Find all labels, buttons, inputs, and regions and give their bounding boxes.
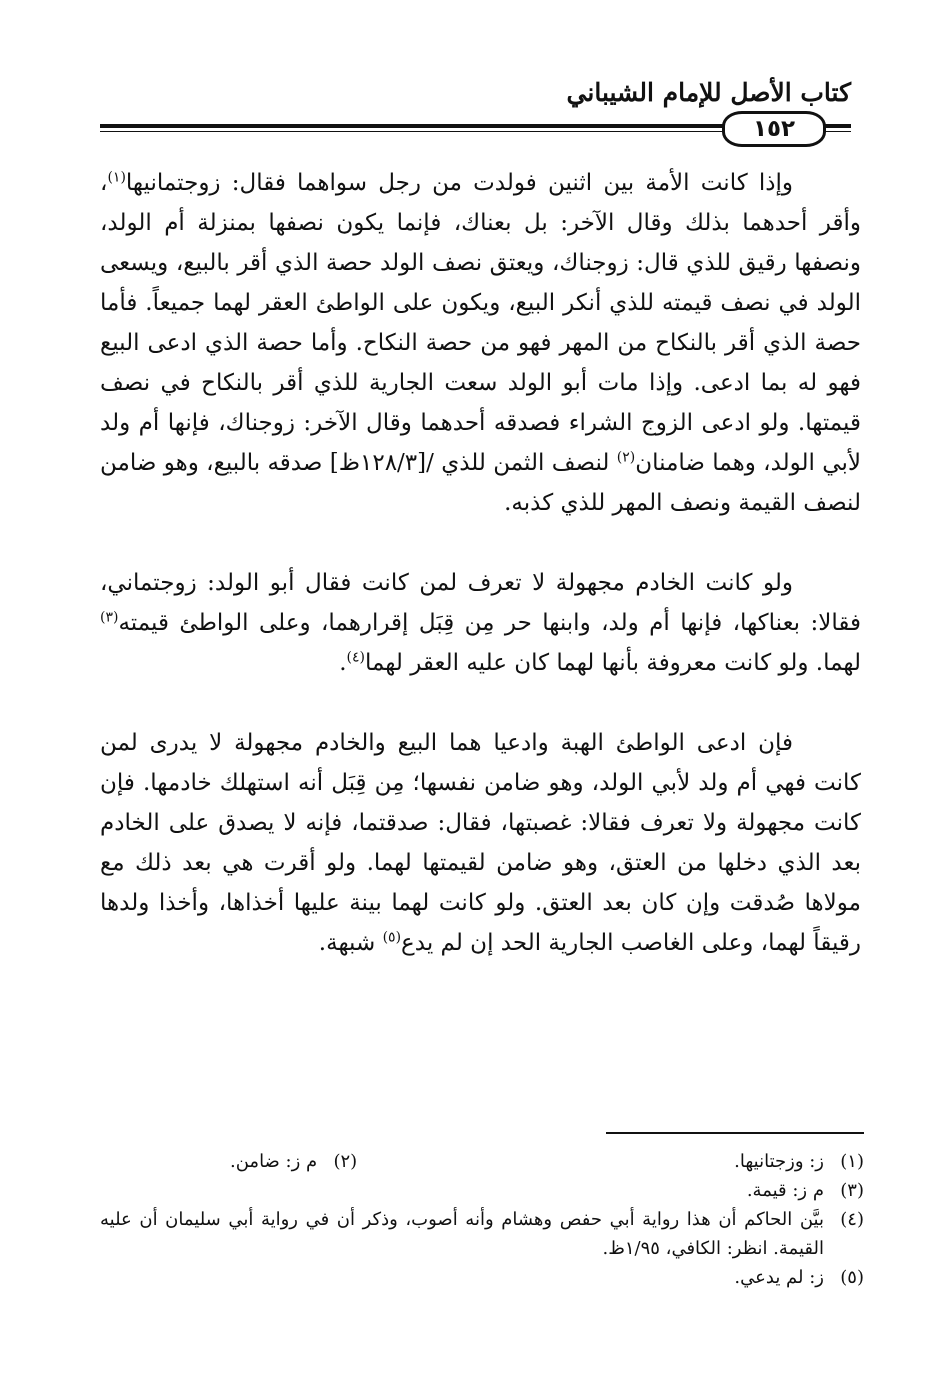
main-text bbox=[100, 163, 861, 1003]
footnote-separator bbox=[606, 1132, 864, 1134]
paragraph-1: وإذا كانت الأمة بين اثنين فولدت من رجل سواهما فقال: زوجتمانيها$^{(١)}$، وأقر أحدهما بذلك وقال الآخر: بل بعناك، فإنما يكون نصفها بمنزلة أم الولد، ونصفها رقيق للذي قال: زوجناك، ويعتق نصف الولد حصة الذي أقر بالبيع، ويسعى الولد في نصف قيمته للذي أنكر البيع، ويكون على الواطئ العقر لهما جميعاً. فأما حصة الذي أقر بالنكاح من المهر فهو من حصة النكاح. وأما حصة الذي ادعى البيع فهو له بما ادعى. وإذا مات أبو الولد سعت الجارية للذي أقر بالنكاح في نصف قيمتها. ولو ادعى الزوج الشراء فصدقه أحدهما وقال الآخر: زوجناك، فإنها أم ولد لأبي الولد، وهما ضامنان$^{(٢)}$ لنصف الثمن للذي /[١٢٨/٣ظ] صدقه بالبيع، وهو ضامن لنصف القيمة ونصف المهر للذي كذبه. bbox=[100, 169, 861, 516]
footnote-ref-1[interactable]: (١) bbox=[107, 169, 126, 186]
paragraph-2: ولو كانت الخادم مجهولة لا تعرف لمن كانت فقال أبو الولد: زوجتماني، فقالا: بعناكها، فإنها أم ولد، وابنها حر مِن قِبَل إقرارهما، وعلى الواطئ قيمته$^{(٣)}$ لهما. ولو كانت معروفة بأنها لهما كان عليه العقر لهما$^{(٤)}$. bbox=[100, 570, 861, 676]
book-title: كتاب الأصل للإمام الشيباني bbox=[566, 78, 851, 107]
footnote-2: (٢) م ز: ضامن. bbox=[230, 1151, 358, 1172]
footnote-ref-3[interactable]: (٣) bbox=[100, 609, 119, 626]
footnote-ref-5[interactable]: (٥) bbox=[382, 929, 402, 946]
paragraph-3: فإن ادعى الواطئ الهبة وادعيا هما البيع والخادم مجهولة لا يدرى لمن كانت فهي أم ولد لأبي الولد، وهو ضامن نفسها؛ مِن قِبَل أنه استهلك خادمها. فإن كانت مجهولة ولا تعرف فقالا: غصبتها، فقال: صدقتما، فإنه لا يصدق على الخادم بعد الذي دخلها من العتق، وهو ضامن لقيمتها لهما. ولو أقرت هي بعد ذلك مع مولاها صُدقت وإن كان بعد العتق. ولو كانت لهما بينة عليها أخذاها، وأخذا ولدها رقيقاً لهما، وعلى الغاصب الجارية الحد إن لم يدع$^{(٥)}$ شبهة. bbox=[100, 730, 861, 956]
footnote-5: (٥) ز: لم يدعي. bbox=[734, 1267, 864, 1288]
footnotes bbox=[100, 1147, 864, 1292]
footnote-ref-2[interactable]: (٢) bbox=[616, 449, 636, 466]
page-number: ١٥٢ bbox=[722, 111, 826, 147]
footnote-ref-4[interactable]: (٤) bbox=[346, 649, 365, 666]
footnote-1: (١) ز: وزجتانيها. bbox=[734, 1151, 864, 1172]
footnote-4: (٤) بيَّن الحاكم أن هذا رواية أبي حفص وهشام وأنه أصوب، وذكر أن في رواية أبي سليمان أن عليه القيمة. انظر: الكافي، ١/٩٥ظ. bbox=[100, 1209, 864, 1259]
footnote-3: (٣) م ز: قيمة. bbox=[746, 1180, 864, 1201]
